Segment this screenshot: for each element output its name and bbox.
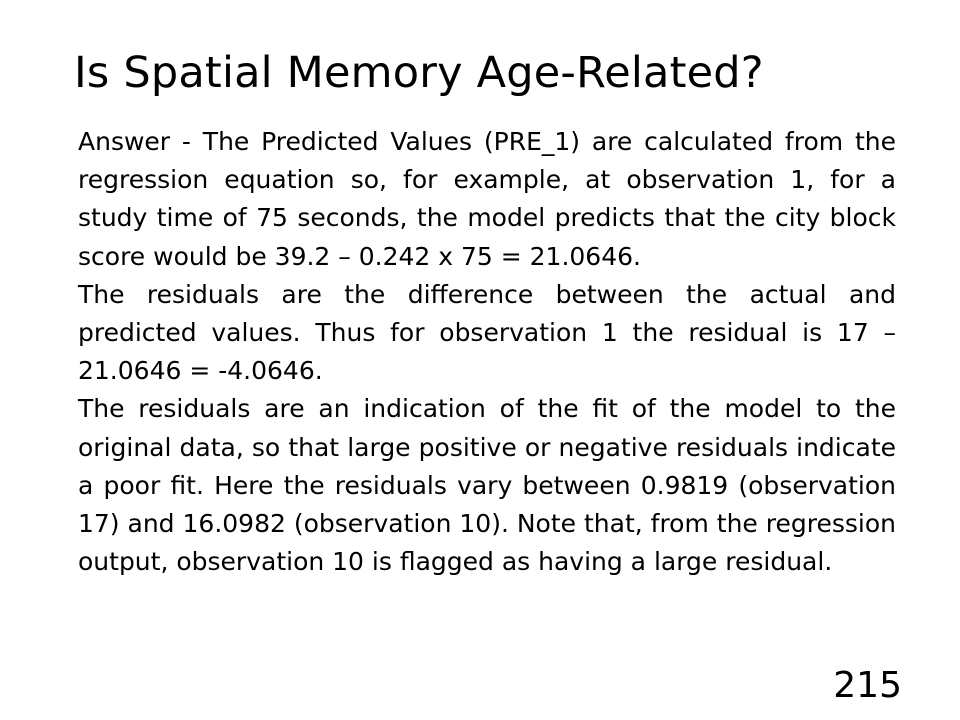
slide-title: Is Spatial Memory Age-Related? — [74, 48, 764, 98]
paragraph-residual-definition: The residuals are the difference between the actual and predicted values. Thus for observation 1 the residual is 17 – 21.0646 = -4.0646. — [78, 279, 896, 386]
paragraph-residual-fit: The residuals are an indication of the fit of the model to the original data, so that large positive or negative residuals indicate a poor fit. Here the residuals vary between 0.9819 (observation 17) and 16.0982 (observation 10). Note that, from the regression output, observation 10 is flagged as having a large residual. — [78, 394, 896, 577]
paragraph-predicted-values: Answer - The Predicted Values (PRE_1) are calculated from the regression equation so, for example, at observation 1, for a study time of 75 seconds, the model predicts that the city block score would be 39.2 – 0.242 x 75 = 21.0646. — [78, 127, 896, 271]
page-number: 215 — [833, 665, 902, 706]
slide-body — [78, 123, 896, 581]
